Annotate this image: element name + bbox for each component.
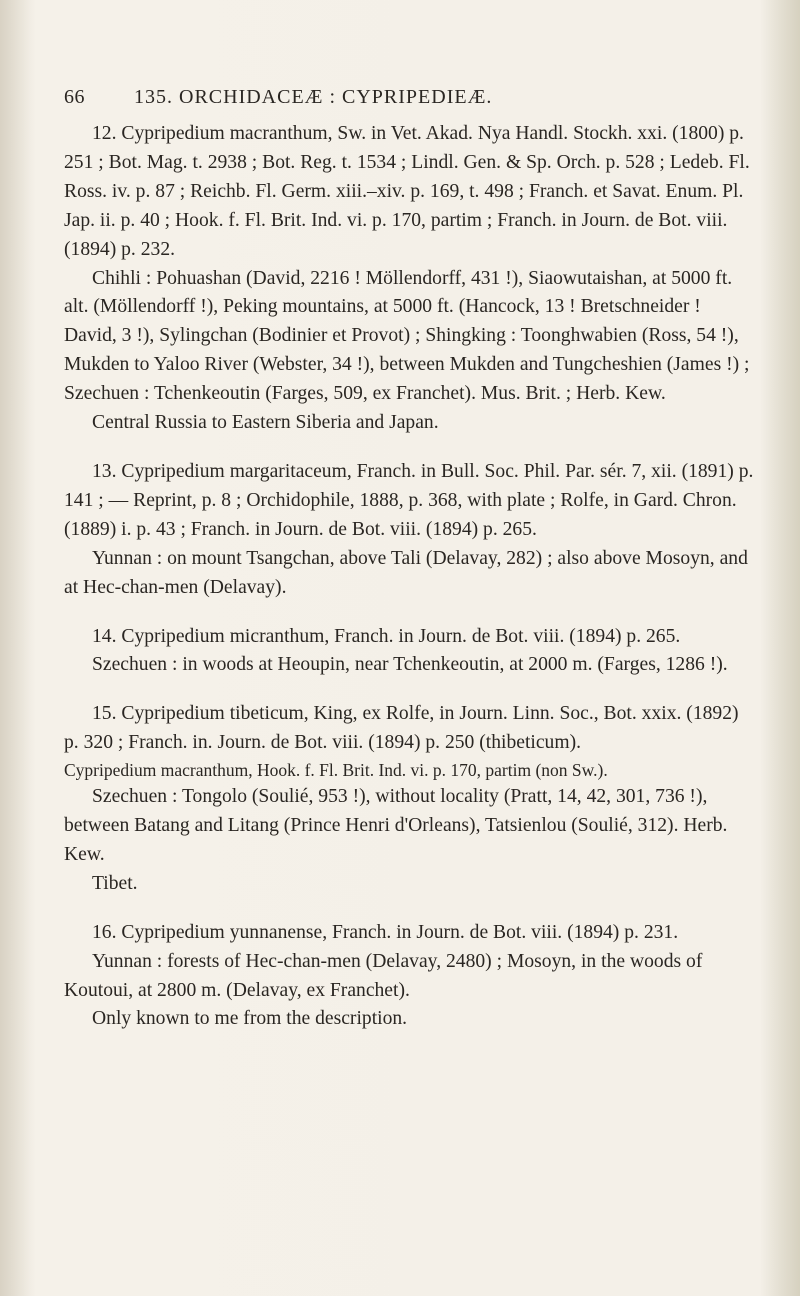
citation-paragraph: 15. Cypripedium tibeticum, King, ex Rolfe, in Journ. Linn. Soc., Bot. xxix. (1892) p. 320 ; Franch. in. Journ. de Bot. viii. (1894) p. 250 (thibeticum).	[64, 703, 739, 754]
species-entry-14	[64, 623, 754, 681]
page-right-shadow	[760, 0, 800, 1296]
species-entry-16	[64, 919, 754, 1035]
citation-paragraph: 13. Cypripedium margaritaceum, Franch. in Bull. Soc. Phil. Par. sér. 7, xii. (1891) p. 141 ; — Reprint, p. 8 ; Orchidophile, 1888, p. 368, with plate ; Rolfe, in Gard. Chron. (1889) i. p. 43 ; Franch. in Journ. de Bot. viii. (1894) p. 265.	[64, 460, 754, 540]
page-header	[64, 86, 754, 116]
distribution-paragraph: Central Russia to Eastern Siberia and Japan.	[92, 412, 439, 434]
locality-paragraph: Szechuen : Tongolo (Soulié, 953 !), without locality (Pratt, 14, 42, 301, 736 !), between Batang and Litang (Prince Henri d'Orleans), Tatsienlou (Soulié, 312). Herb. Kew.	[64, 786, 728, 865]
locality-paragraph: Yunnan : on mount Tsangchan, above Tali (Delavay, 282) ; also above Mosoyn, and at Hec-chan-men (Delavay).	[64, 547, 748, 598]
running-head: 135. ORCHIDACEÆ : CYPRIPEDIEÆ.	[134, 86, 493, 108]
synonym-paragraph: Cypripedium macranthum, Hook. f. Fl. Brit. Ind. vi. p. 170, partim (non Sw.).	[64, 760, 608, 781]
citation-paragraph: 12. Cypripedium macranthum, Sw. in Vet. Akad. Nya Handl. Stockh. xxi. (1800) p. 251 ; Bot. Mag. t. 2938 ; Bot. Reg. t. 1534 ; Lindl. Gen. & Sp. Orch. p. 528 ; Ledeb. Fl. Ross. iv. p. 87 ; Reichb. Fl. Germ. xiii.–xiv. p. 169, t. 498 ; Franch. et Savat. Enum. Pl. Jap. ii. p. 40 ; Hook. f. Fl. Brit. Ind. vi. p. 170, partim ; Franch. in Journ. de Bot. viii. (1894) p. 232.	[64, 123, 750, 260]
page-number: 66	[64, 86, 85, 108]
locality-paragraph: Chihli : Pohuashan (David, 2216 ! Möllendorff, 431 !), Siaowutaishan, at 5000 ft. alt. (Möllendorff !), Peking mountains, at 5000 ft. (Hancock, 13 ! Bretschneider ! David, 3 !), Sylingchan (Bodinier et Provot) ; Shingking : Toonghwabien (Ross, 54 !), Mukden to Yaloo River (Webster, 34 !), between Mukden and Tungcheshien (James !) ; Szechuen : Tchenkeoutin (Farges, 509, ex Franchet). Mus. Brit. ; Herb. Kew.	[64, 267, 750, 405]
locality-paragraph: Yunnan : forests of Hec-chan-men (Delavay, 2480) ; Mosoyn, in the woods of Koutoui, at 2800 m. (Delavay, ex Franchet).	[64, 950, 703, 1001]
species-entry-12	[64, 120, 754, 438]
page-left-shadow	[0, 0, 36, 1296]
document-body	[64, 120, 754, 1034]
species-entry-13	[64, 458, 754, 603]
locality-paragraph: Szechuen : in woods at Heoupin, near Tchenkeoutin, at 2000 m. (Farges, 1286 !).	[92, 654, 728, 676]
note-paragraph: Only known to me from the description.	[92, 1008, 408, 1030]
distribution-paragraph: Tibet.	[92, 872, 138, 894]
citation-paragraph: 14. Cypripedium micranthum, Franch. in Journ. de Bot. viii. (1894) p. 265.	[92, 625, 681, 647]
species-entry-15	[64, 700, 754, 898]
citation-paragraph: 16. Cypripedium yunnanense, Franch. in Journ. de Bot. viii. (1894) p. 231.	[92, 921, 679, 943]
